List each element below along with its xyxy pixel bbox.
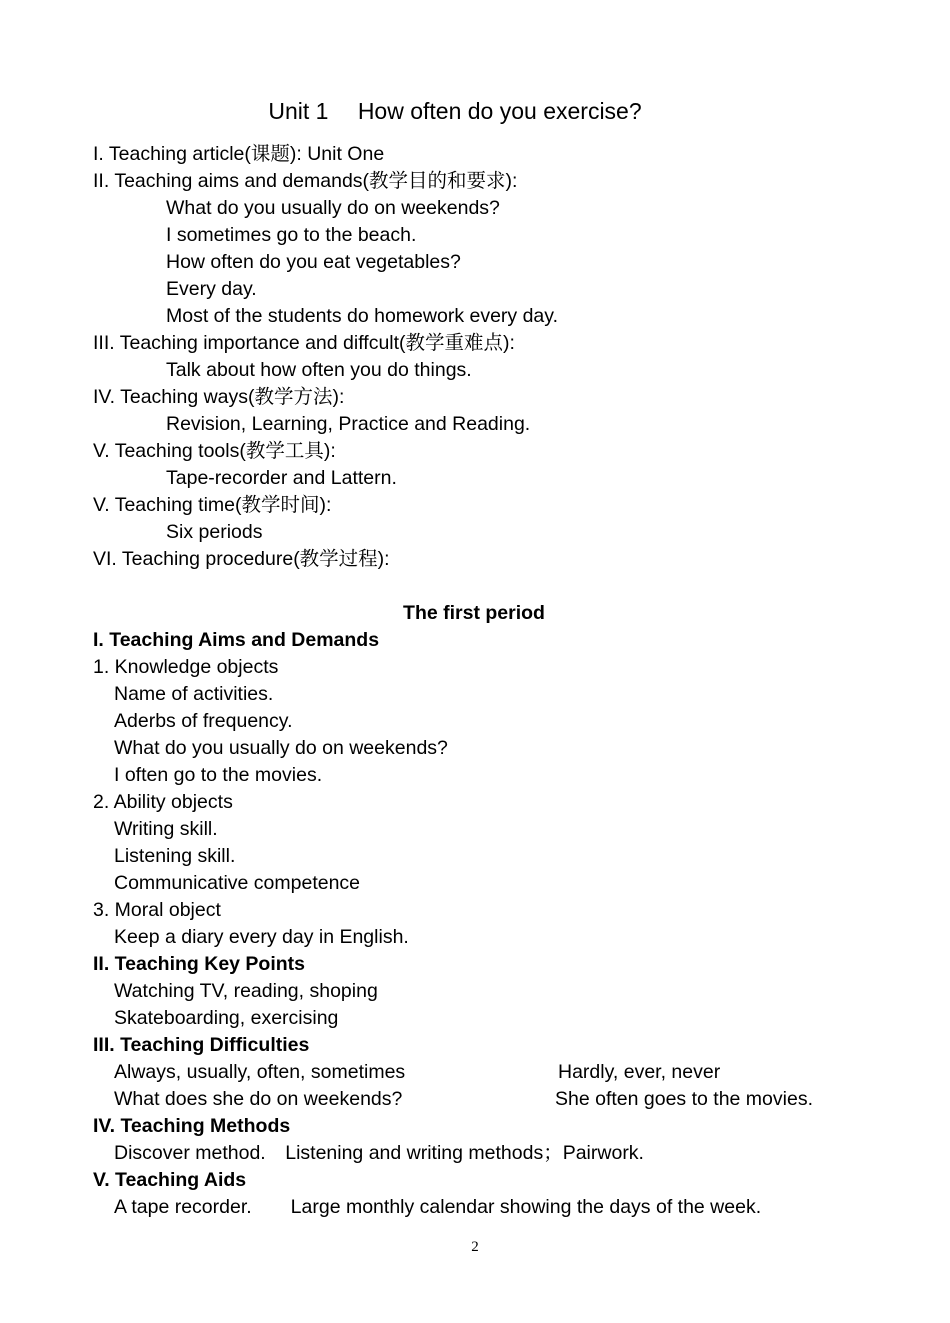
difficulty-left: What does she do on weekends? (114, 1088, 403, 1110)
objective-heading: 3. Moral object (93, 899, 221, 921)
difficulty-right: Hardly, ever, never (558, 1061, 721, 1083)
header-line: V. Teaching tools(教学工具): (93, 440, 336, 462)
header-line: Revision, Learning, Practice and Reading. (166, 413, 531, 435)
header-line: Most of the students do homework every day. (166, 305, 558, 327)
key-point-line: Skateboarding, exercising (114, 1007, 339, 1029)
objective-heading: 1. Knowledge objects (93, 656, 279, 678)
header-line: Six periods (166, 521, 263, 543)
difficulty-right: She often goes to the movies. (555, 1088, 813, 1110)
section-heading: I. Teaching Aims and Demands (93, 629, 380, 651)
objective-line: Keep a diary every day in English. (114, 926, 409, 948)
aids-line: A tape recorder. Large monthly calendar showing the days of the week. (114, 1196, 762, 1218)
header-line: Talk about how often you do things. (166, 359, 472, 381)
page-title: Unit 1 How often do you exercise? (268, 98, 642, 124)
page-number: 2 (471, 1239, 479, 1255)
header-line: How often do you eat vegetables? (166, 251, 461, 273)
header-line: Every day. (166, 278, 257, 300)
key-point-line: Watching TV, reading, shoping (114, 980, 378, 1002)
objective-heading: 2. Ability objects (93, 791, 233, 813)
header-line: II. Teaching aims and demands(教学目的和要求): (93, 170, 518, 192)
methods-line: Discover method. Listening and writing methods；Pairwork. (114, 1142, 644, 1164)
section-heading: V. Teaching Aids (93, 1169, 247, 1191)
header-line: What do you usually do on weekends? (166, 197, 500, 219)
objective-line: What do you usually do on weekends? (114, 737, 448, 759)
section-heading: IV. Teaching Methods (93, 1115, 291, 1137)
objective-line: Listening skill. (114, 845, 236, 867)
header-line: I. Teaching article(课题): Unit One (93, 143, 385, 165)
section-heading: III. Teaching Difficulties (93, 1034, 310, 1056)
header-line: V. Teaching time(教学时间): (93, 494, 332, 516)
objective-line: Aderbs of frequency. (114, 710, 293, 732)
objective-line: Name of activities. (114, 683, 274, 705)
objective-line: Communicative competence (114, 872, 361, 894)
section-heading: II. Teaching Key Points (93, 953, 306, 975)
header-line: IV. Teaching ways(教学方法): (93, 386, 345, 408)
header-line: III. Teaching importance and diffcult(教学重难点): (93, 332, 515, 354)
header-line: I sometimes go to the beach. (166, 224, 417, 246)
objective-line: I often go to the movies. (114, 764, 323, 786)
difficulty-left: Always, usually, often, sometimes (114, 1061, 406, 1083)
header-line: Tape-recorder and Lattern. (166, 467, 397, 489)
objective-line: Writing skill. (114, 818, 218, 840)
header-line: VI. Teaching procedure(教学过程): (93, 548, 390, 570)
period-title: The first period (403, 602, 545, 624)
